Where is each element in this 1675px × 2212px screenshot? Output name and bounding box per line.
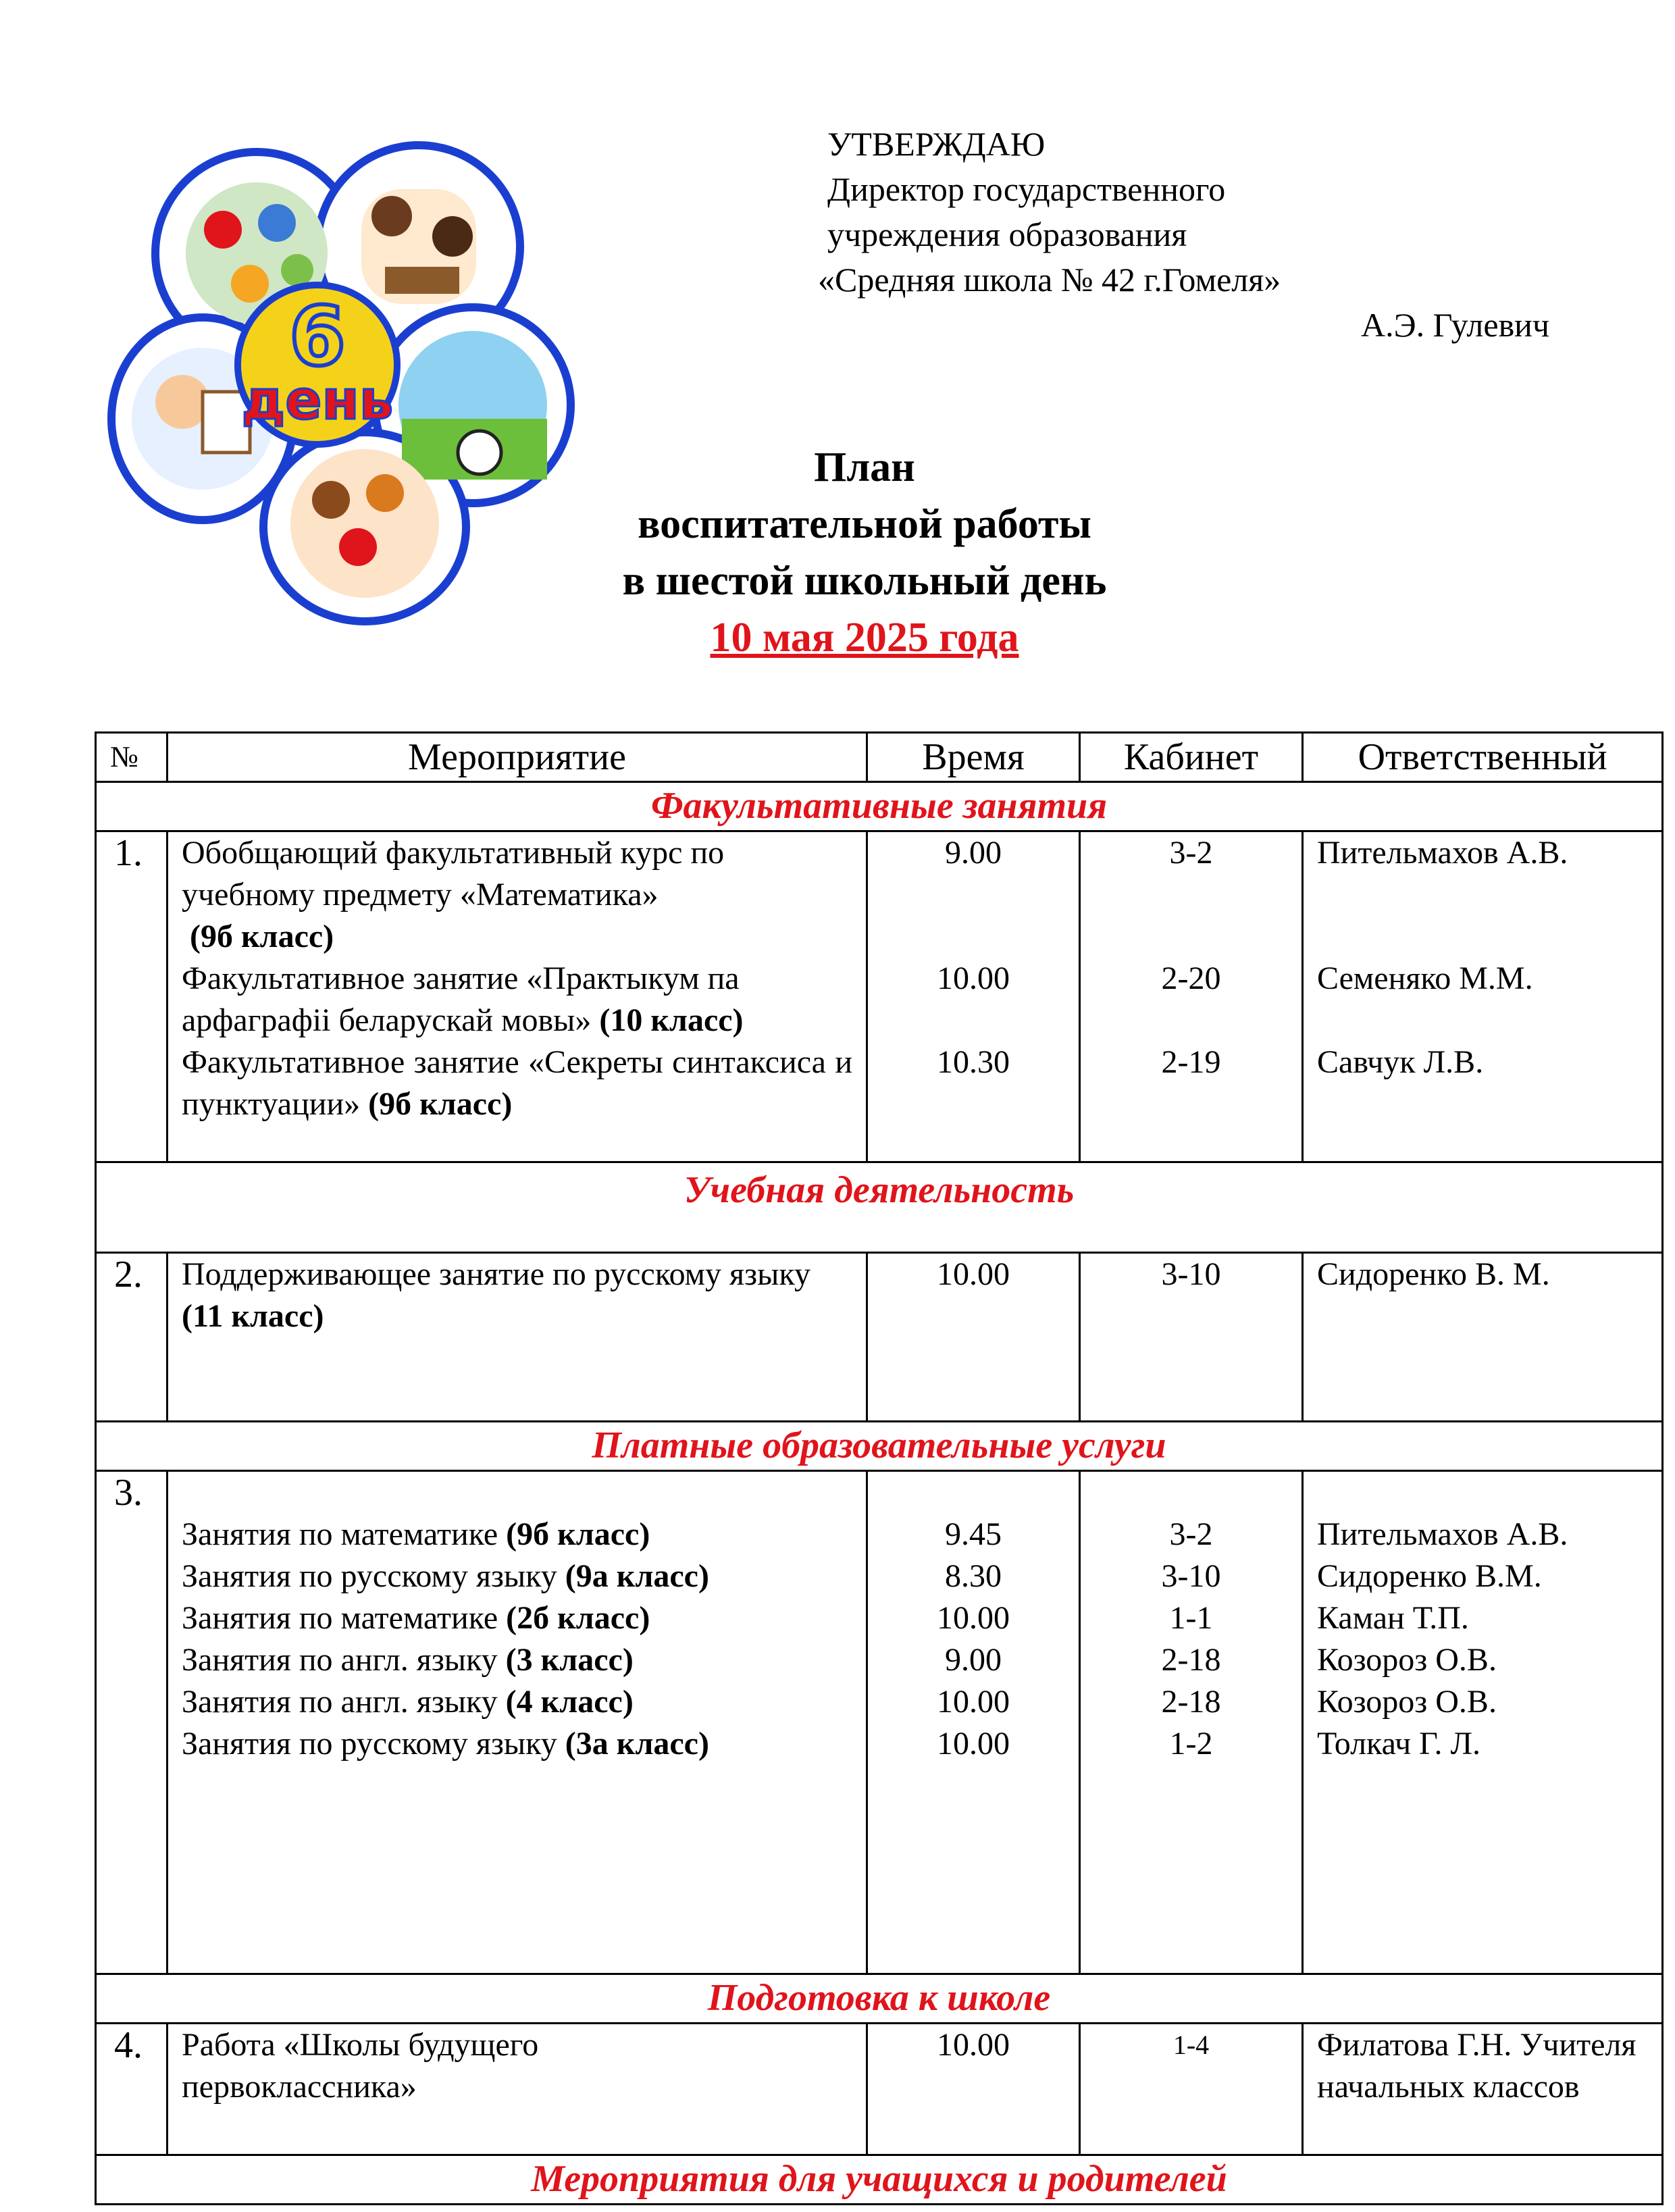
time-cell: 10.00 bbox=[867, 1253, 1080, 1422]
event-responsible: Пительмахов А.В. bbox=[1317, 1516, 1568, 1552]
event-text: Поддерживающее занятие по русскому языку bbox=[182, 1256, 810, 1292]
event-text: Обобщающий факультативный курс по учебному предмету «Математика» bbox=[182, 835, 725, 912]
event-time: 9.45 bbox=[945, 1516, 1002, 1552]
document-title bbox=[527, 439, 1202, 666]
event-room: 2-20 bbox=[1161, 960, 1221, 996]
event-responsible: Пительмахов А.В. bbox=[1317, 835, 1568, 871]
event-time: 10.00 bbox=[937, 1684, 1010, 1720]
approval-line-2: Директор государственного bbox=[827, 170, 1226, 208]
event-item bbox=[182, 958, 852, 1041]
event-class: (9а класс) bbox=[565, 1558, 709, 1594]
event-text: Занятия по математике bbox=[182, 1600, 507, 1636]
event-time: 10.00 bbox=[937, 960, 1010, 996]
approval-line-4: «Средняя школа № 42 г.Гомеля» bbox=[818, 261, 1281, 299]
event-responsible: Толкач Г. Л. bbox=[1317, 1726, 1481, 1761]
event-room: 2-19 bbox=[1161, 1044, 1221, 1080]
event-text: Занятия по англ. языку bbox=[182, 1642, 506, 1678]
event-class: (11 класс) bbox=[182, 1298, 324, 1334]
event-item bbox=[182, 832, 852, 958]
responsible-cell: Сидоренко В. М. bbox=[1303, 1253, 1663, 1422]
event-item bbox=[182, 1681, 852, 1723]
time-cell: 10.00 bbox=[867, 2024, 1080, 2155]
event-time: 10.00 bbox=[937, 1600, 1010, 1636]
room-cell: 3-10 bbox=[1080, 1253, 1303, 1422]
children-group-picture bbox=[290, 449, 439, 598]
time-cell bbox=[867, 1471, 1080, 1974]
event-room: 3-2 bbox=[1169, 835, 1213, 871]
children-playing-chess-picture bbox=[361, 189, 476, 304]
table-row bbox=[96, 1253, 1663, 1422]
badge-word: день bbox=[241, 369, 394, 432]
event-class: (9б класс) bbox=[506, 1516, 650, 1552]
event-cell bbox=[168, 831, 867, 1162]
section-row bbox=[96, 1974, 1663, 2024]
event-class: (9б класс) bbox=[190, 919, 334, 954]
header-number: № bbox=[96, 733, 168, 782]
responsible-cell: Филатова Г.Н. Учителя начальных классов bbox=[1303, 2024, 1663, 2155]
row-number: 3. bbox=[96, 1471, 168, 1974]
event-text: Факультативное занятие «Практыкум па арфаграфіі беларускай мовы» bbox=[182, 960, 740, 1038]
event-text: Занятия по русскому языку bbox=[182, 1558, 565, 1594]
event-class: (9б класс) bbox=[368, 1086, 513, 1122]
event-text: Факультативное занятие «Секреты синтаксиса и пунктуации» bbox=[182, 1044, 852, 1122]
event-room: 2-18 bbox=[1161, 1642, 1221, 1678]
title-line-3: в шестой школьный день bbox=[622, 558, 1107, 604]
event-text: Занятия по русскому языку bbox=[182, 1726, 565, 1761]
event-item bbox=[182, 1723, 852, 1765]
event-item bbox=[182, 1254, 852, 1337]
row-number: 2. bbox=[96, 1253, 168, 1422]
title-line-1: План bbox=[814, 444, 915, 490]
plan-table bbox=[95, 731, 1664, 2205]
section-row bbox=[96, 782, 1663, 831]
badge-number: 6 bbox=[289, 290, 346, 384]
event-time: 9.00 bbox=[945, 835, 1002, 871]
event-time: 9.00 bbox=[945, 1642, 1002, 1678]
event-responsible: Каман Т.П. bbox=[1317, 1600, 1469, 1636]
event-room: 3-10 bbox=[1161, 1558, 1221, 1594]
event-class: (2б класс) bbox=[506, 1600, 650, 1636]
approval-line-3: учреждения образования bbox=[827, 215, 1187, 253]
header-responsible: Ответственный bbox=[1303, 733, 1663, 782]
event-time: 10.30 bbox=[937, 1044, 1010, 1080]
section-title: Подготовка к школе bbox=[96, 1974, 1663, 2024]
event-responsible: Козороз О.В. bbox=[1317, 1684, 1497, 1720]
section-title: Мероприятия для учащихся и родителей bbox=[96, 2155, 1663, 2205]
event-room: 1-1 bbox=[1169, 1600, 1213, 1636]
time-cell bbox=[867, 831, 1080, 1162]
event-room: 3-2 bbox=[1169, 1516, 1213, 1552]
event-item bbox=[182, 1639, 852, 1681]
event-item bbox=[182, 1041, 852, 1125]
event-item bbox=[182, 1514, 852, 1555]
event-responsible: Семеняко М.М. bbox=[1317, 960, 1533, 996]
event-responsible: Сидоренко В.М. bbox=[1317, 1558, 1542, 1594]
room-cell: 1-4 bbox=[1080, 2024, 1303, 2155]
table-header-row bbox=[96, 733, 1663, 782]
event-class: (10 класс) bbox=[599, 1002, 744, 1038]
event-class: (4 класс) bbox=[505, 1684, 634, 1720]
section-row bbox=[96, 1162, 1663, 1253]
row-number: 1. bbox=[96, 831, 168, 1162]
event-cell bbox=[168, 2024, 867, 2155]
event-class: (3а класс) bbox=[565, 1726, 709, 1761]
section-title: Учебная деятельность bbox=[96, 1162, 1663, 1253]
section-row bbox=[96, 2155, 1663, 2205]
approval-block bbox=[818, 122, 1550, 344]
section-row bbox=[96, 1422, 1663, 1471]
event-text: Занятия по англ. языку bbox=[182, 1684, 506, 1720]
header-room: Кабинет bbox=[1080, 733, 1303, 782]
table-row bbox=[96, 831, 1663, 1162]
table-row bbox=[96, 2024, 1663, 2155]
table-row bbox=[96, 1471, 1663, 1974]
room-cell bbox=[1080, 1471, 1303, 1974]
title-date: 10 мая 2025 года bbox=[710, 615, 1019, 661]
approval-signature: А.Э. Гулевич bbox=[1361, 306, 1550, 344]
section-title: Факультативные занятия bbox=[96, 782, 1663, 831]
event-room: 1-2 bbox=[1169, 1726, 1213, 1761]
event-item bbox=[182, 1597, 852, 1639]
event-cell bbox=[168, 1253, 867, 1422]
header-time: Время bbox=[867, 733, 1080, 782]
row-number: 4. bbox=[96, 2024, 168, 2155]
event-text: Занятия по математике bbox=[182, 1516, 507, 1552]
event-cell bbox=[168, 1471, 867, 1974]
room-cell bbox=[1080, 831, 1303, 1162]
responsible-cell bbox=[1303, 831, 1663, 1162]
header-event: Мероприятие bbox=[168, 733, 867, 782]
event-item: Работа «Школы будущего первоклассника» bbox=[182, 2027, 539, 2105]
children-playing-football-picture bbox=[398, 331, 547, 480]
center-badge bbox=[238, 285, 397, 444]
event-responsible: Козороз О.В. bbox=[1317, 1642, 1497, 1678]
approval-line-1: УТВЕРЖДАЮ bbox=[827, 125, 1046, 163]
event-responsible: Савчук Л.В. bbox=[1317, 1044, 1484, 1080]
event-room: 2-18 bbox=[1161, 1684, 1221, 1720]
event-time: 10.00 bbox=[937, 1726, 1010, 1761]
section-title: Платные образовательные услуги bbox=[96, 1422, 1663, 1471]
responsible-cell bbox=[1303, 1471, 1663, 1974]
event-time: 8.30 bbox=[945, 1558, 1002, 1594]
title-line-2: воспитательной работы bbox=[638, 501, 1091, 547]
event-item bbox=[182, 1555, 852, 1597]
event-class: (3 класс) bbox=[505, 1642, 634, 1678]
